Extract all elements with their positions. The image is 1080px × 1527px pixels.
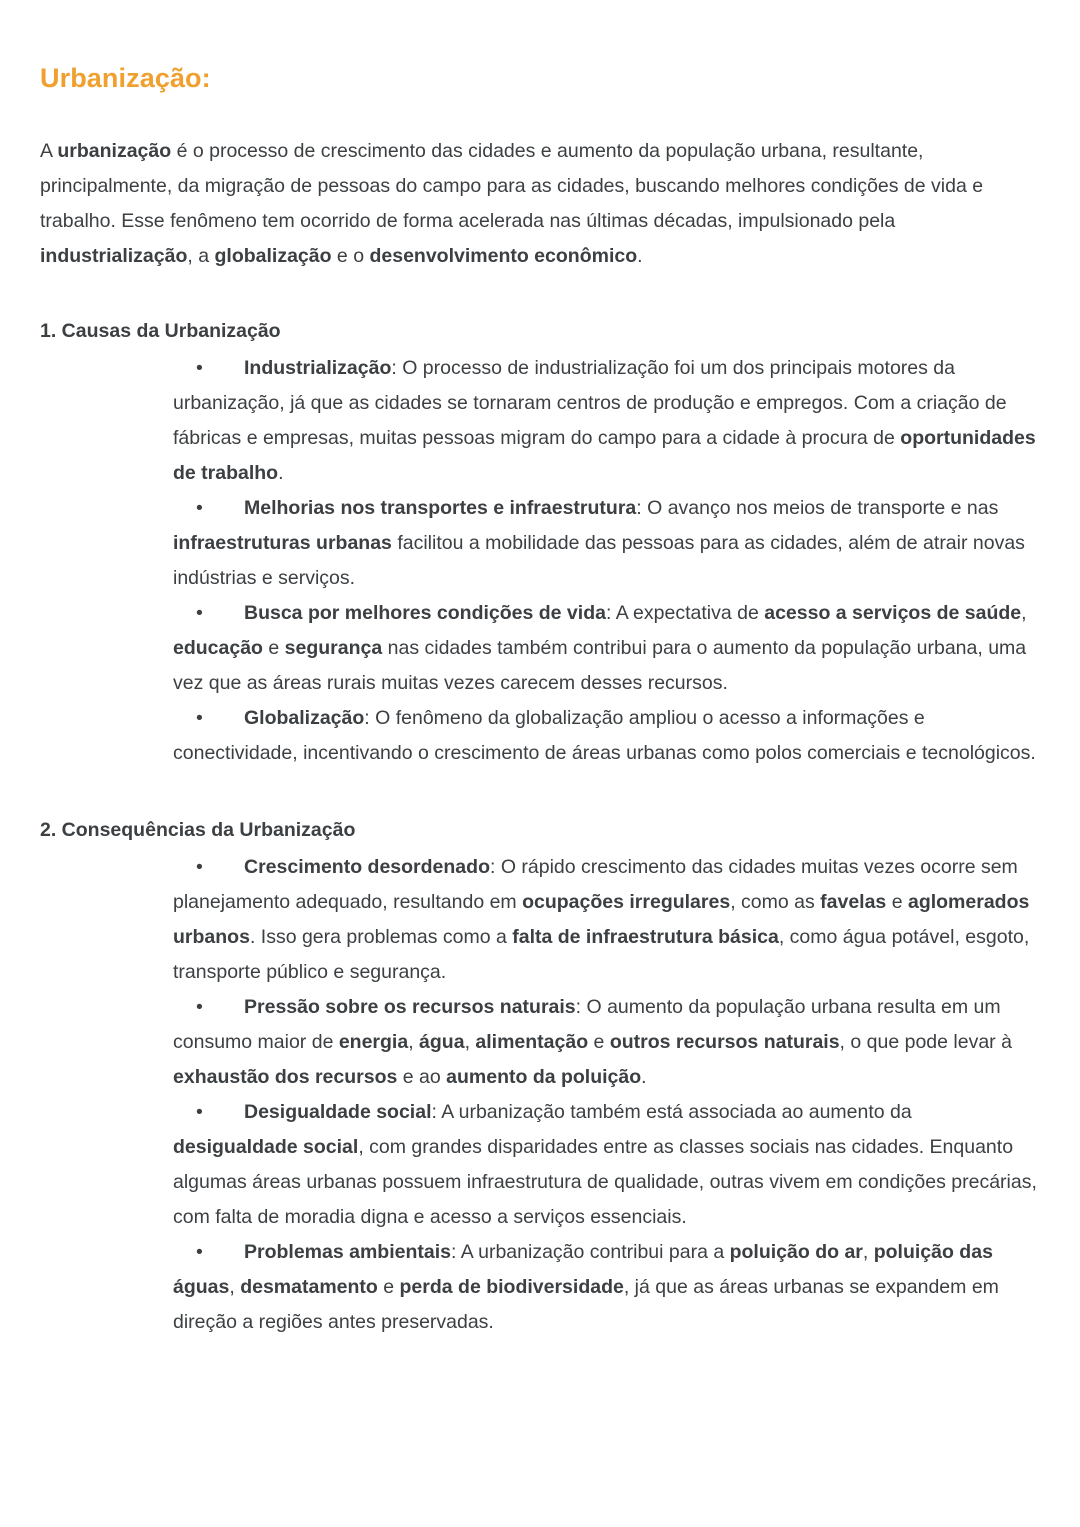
text-run: e ao [397,1065,447,1088]
bold-emphasis: oportunidades de trabalho [173,426,1036,484]
text-run: : A urbanização contribui para a [451,1240,730,1263]
list-item [40,351,1040,491]
text-run: é o processo de crescimento das cidades e aumento da população urbana, resultante, principalmente, da migração de pessoas do campo para as cidades, buscando melhores condições de vida e trabalho. Esse fenômeno tem ocorrido de forma acelerada nas últimas décadas, impulsionado pela [40,139,984,232]
list-item [40,990,1040,1095]
section-heading: 2. Consequências da Urbanização [40,818,356,841]
text-run: nas cidades também contribui para o aumento da população urbana, uma vez que as áreas rurais muitas vezes carecem desses recursos. [173,636,1027,694]
text-run: e [588,1030,610,1053]
section-2 [40,813,1040,1340]
bullet-list [40,850,1040,1340]
bold-emphasis: Melhorias nos transportes e infraestrutura [244,496,637,519]
page-title: Urbanização: [40,63,211,93]
list-item-text [173,497,1025,589]
text-run: : A expectativa de [605,601,765,624]
bold-emphasis: ocupações irregulares [522,890,731,913]
bold-emphasis: energia [338,1030,409,1053]
text-run: : O avanço nos meios de transporte e nas [636,496,999,519]
bold-emphasis: falta de infraestrutura básica [512,925,779,948]
text-run: , [1021,601,1027,624]
bold-emphasis: água [419,1030,465,1053]
bold-emphasis: infraestruturas urbanas [173,531,392,554]
text-run: . [641,1065,647,1088]
intro-paragraph [40,134,1040,274]
list-item [40,850,1040,990]
text-run: : O aumento da população urbana resulta em um consumo maior de [173,995,1001,1053]
bold-emphasis: urbanização [57,139,172,162]
bold-emphasis: Pressão sobre os recursos naturais [244,995,576,1018]
bullet-list [40,351,1040,771]
bold-emphasis: outros recursos naturais [609,1030,840,1053]
text-run: A [40,139,58,162]
bold-emphasis: Busca por melhores condições de vida [244,601,606,624]
list-item [40,701,1040,771]
bold-emphasis: industrialização [40,244,188,267]
section-1 [40,314,1040,771]
bold-emphasis: Industrialização [244,356,392,379]
text-run: . [637,244,643,267]
bold-emphasis: Globalização [244,706,365,729]
text-run: e [377,1275,400,1298]
text-run: , o que pode levar à [839,1030,1012,1053]
text-run: : O fenômeno da globalização ampliou o acesso a informações e conectividade, incentivando o crescimento de áreas urbanas como polos comerciais e tecnológicos. [173,706,1036,764]
bold-emphasis: acesso a serviços de saúde [764,601,1022,624]
bold-emphasis: Crescimento desordenado [244,855,490,878]
list-item-text [173,707,1036,764]
bold-emphasis: desenvolvimento econômico [369,244,638,267]
bullet-dot-icon: • [196,995,203,1018]
text-run: . [278,461,284,484]
text-run: . Isso gera problemas como a [249,925,513,948]
bullet-dot-icon: • [196,356,203,379]
bullet-dot-icon: • [196,601,203,624]
bold-emphasis: desigualdade social [173,1135,359,1158]
text-run: , a [187,244,215,267]
bold-emphasis: favelas [820,890,887,913]
bold-emphasis: Desigualdade social [244,1100,432,1123]
list-item [40,596,1040,701]
bullet-dot-icon: • [196,496,203,519]
text-run: , [464,1030,476,1053]
bold-emphasis: globalização [214,244,332,267]
text-run: e o [331,244,370,267]
bold-emphasis: exhaustão dos recursos [173,1065,398,1088]
list-item [40,1095,1040,1235]
list-item-text [173,357,1036,484]
list-item-text [173,1241,999,1333]
list-item [40,1235,1040,1340]
bold-emphasis: poluição do ar [729,1240,863,1263]
text-run: facilitou a mobilidade das pessoas para as cidades, além de atrair novas indústrias e serviços. [173,531,1025,589]
section-heading: 1. Causas da Urbanização [40,319,281,342]
text-run: , como água potável, esgoto, transporte público e segurança. [173,925,1030,983]
bold-emphasis: aglomerados urbanos [173,890,1030,948]
bold-emphasis: perda de biodiversidade [399,1275,624,1298]
list-item-text [173,602,1027,694]
bullet-dot-icon: • [196,706,203,729]
text-run: , como as [730,890,821,913]
list-item-text [173,996,1012,1088]
sections-container [40,314,1040,1340]
list-item-text [173,1101,1037,1228]
text-run: e [886,890,908,913]
bullet-dot-icon: • [196,1100,203,1123]
text-run: e [262,636,285,659]
text-run: : A urbanização também está associada ao aumento da [431,1100,912,1123]
list-item-text [173,856,1029,983]
section-spacer [40,777,1040,813]
text-run: : O rápido crescimento das cidades muitas vezes ocorre sem planejamento adequado, resultando em [173,855,1018,913]
bold-emphasis: aumento da poluição [446,1065,642,1088]
bold-emphasis: Problemas ambientais [244,1240,451,1263]
bold-emphasis: educação [173,636,263,659]
text-run: , com grandes disparidades entre as classes sociais nas cidades. Enquanto algumas áreas urbanas possuem infraestrutura de qualidade, outras vivem em condições precárias, com falta de moradia digna e acesso a serviços essenciais. [173,1135,1037,1228]
bold-emphasis: alimentação [475,1030,589,1053]
text-run: , [862,1240,874,1263]
text-run: , [408,1030,420,1053]
text-run: , já que as áreas urbanas se expandem em direção a regiões antes preservadas. [173,1275,999,1333]
bullet-dot-icon: • [196,1240,203,1263]
text-run: : O processo de industrialização foi um dos principais motores da urbanização, já que as cidades se tornaram centros de produção e empregos. Com a criação de fábricas e empresas, muitas pessoas migram do campo para a cidade à procura de [173,356,1007,449]
bullet-dot-icon: • [196,855,203,878]
text-run: , [229,1275,241,1298]
list-item [40,491,1040,596]
bold-emphasis: segurança [284,636,383,659]
bold-emphasis: poluição das águas [173,1240,993,1298]
bold-emphasis: desmatamento [240,1275,378,1298]
